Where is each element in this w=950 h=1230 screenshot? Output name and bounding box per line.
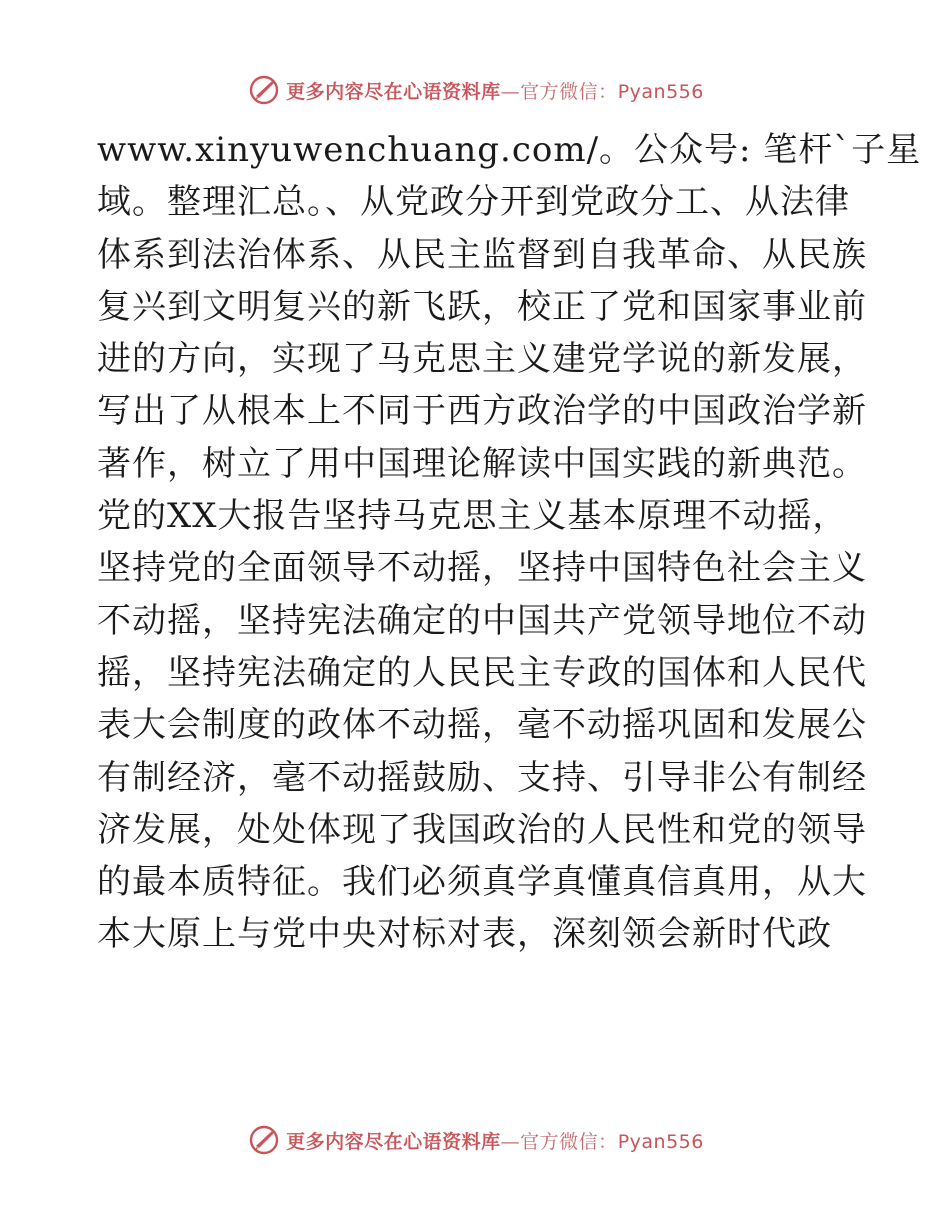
body-line: 摇，坚持宪法确定的人民民主专政的国体和人民代 [97, 652, 867, 693]
body-line: 坚持党的全面领导不动摇，坚持中国特色社会主义 [97, 548, 867, 589]
body-line: 不动摇，坚持宪法确定的中国共产党领导地位不动 [97, 600, 867, 641]
banner-rest: 官方微信： [520, 1130, 618, 1153]
banner-dash: — [500, 80, 521, 103]
body-line: 域。整理汇总。、从党政分开到党政分工、从法律 [97, 182, 850, 223]
body-line: 体系到法治体系、从民主监督到自我革命、从民族 [97, 234, 867, 275]
body-line: 有制经济，毫不动摇鼓励、支持、引导非公有制经 [97, 757, 867, 798]
banner-main: 更多内容尽在心语资料库 [286, 1130, 501, 1153]
body-line: 著作，树立了用中国理论解读中国实践的新典范。 [97, 443, 867, 484]
body-line: 表大会制度的政体不动摇，毫不动摇巩固和发展公 [97, 705, 867, 746]
document-body [97, 124, 922, 961]
quill-logo-icon [246, 1122, 282, 1158]
banner-rest: 官方微信： [520, 80, 618, 103]
banner-text [286, 77, 704, 104]
banner-main: 更多内容尽在心语资料库 [286, 80, 501, 103]
banner-text [286, 1127, 704, 1154]
body-line: 的最本质特征。我们必须真学真懂真信真用，从大 [97, 862, 867, 903]
body-line: 济发展，处处体现了我国政治的人民性和党的领导 [97, 809, 867, 850]
footer-banner [0, 1118, 950, 1162]
banner-dash: — [500, 1130, 521, 1153]
body-line: 进的方向，实现了马克思主义建党学说的新发展， [97, 339, 867, 380]
banner-wechat: Pyan556 [617, 1130, 704, 1153]
quill-logo-icon [246, 72, 282, 108]
body-line: www.xinyuwenchuang.com/。公众号: 笔杆`子星 [97, 130, 922, 170]
body-line: 写出了从根本上不同于西方政治学的中国政治学新 [97, 391, 867, 432]
body-line: 党的XX大报告坚持马克思主义基本原理不动摇， [97, 496, 848, 537]
body-line: 本大原上与党中央对标对表，深刻领会新时代政 [97, 914, 832, 955]
body-line: 复兴到文明复兴的新飞跃，校正了党和国家事业前 [97, 286, 867, 327]
header-banner [0, 68, 950, 112]
banner-wechat: Pyan556 [617, 80, 704, 103]
